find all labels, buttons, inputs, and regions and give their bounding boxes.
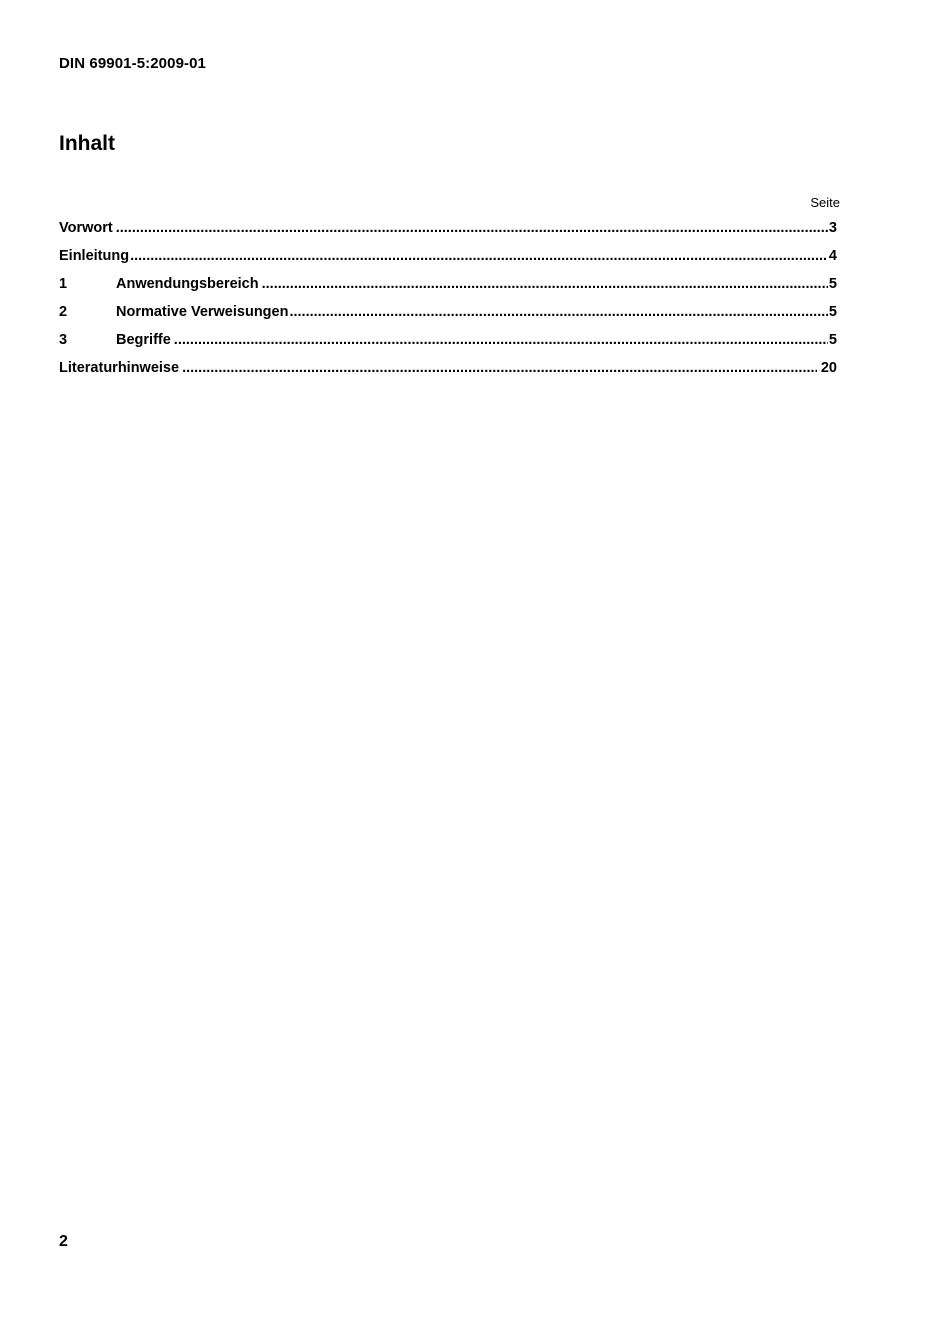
toc-entry-label: Literaturhinweise xyxy=(59,360,180,376)
toc-entry-label: Einleitung xyxy=(59,248,130,264)
toc-entry-page: 5 xyxy=(828,276,837,292)
document-id-header: DIN 69901-5:2009-01 xyxy=(59,55,206,72)
toc-entry-number: 1 xyxy=(59,276,68,292)
toc-entry-page: 5 xyxy=(828,304,837,320)
toc-leader-dots xyxy=(116,220,828,236)
toc-leader-dots xyxy=(182,360,817,376)
toc-entry-label: Anwendungsbereich xyxy=(116,276,259,292)
table-of-contents xyxy=(59,220,837,388)
toc-entry-label: Normative Verweisungen xyxy=(116,304,289,320)
toc-leader-dots xyxy=(289,304,827,320)
toc-entry-number: 3 xyxy=(59,332,68,348)
page-number: 2 xyxy=(59,1233,68,1250)
toc-title: Inhalt xyxy=(59,132,115,155)
toc-entry-page: 3 xyxy=(828,220,837,236)
toc-entry-label: Begriffe xyxy=(116,332,171,348)
toc-leader-dots xyxy=(130,248,828,264)
toc-leader-dots xyxy=(174,332,828,348)
toc-entry-label: Vorwort xyxy=(59,220,113,236)
toc-entry-page: 4 xyxy=(828,248,837,264)
toc-leader-dots xyxy=(262,276,828,292)
toc-entry-page: 5 xyxy=(828,332,837,348)
toc-entry-literaturhinweise[interactable] xyxy=(59,360,837,388)
toc-entry-anwendungsbereich[interactable] xyxy=(59,276,837,304)
toc-entry-number: 2 xyxy=(59,304,68,320)
toc-entry-page: 20 xyxy=(820,360,837,376)
page-column-label: Seite xyxy=(810,195,840,210)
toc-entry-einleitung[interactable] xyxy=(59,248,837,276)
toc-entry-normative-verweisungen[interactable] xyxy=(59,304,837,332)
toc-entry-begriffe[interactable] xyxy=(59,332,837,360)
toc-entry-vorwort[interactable] xyxy=(59,220,837,248)
